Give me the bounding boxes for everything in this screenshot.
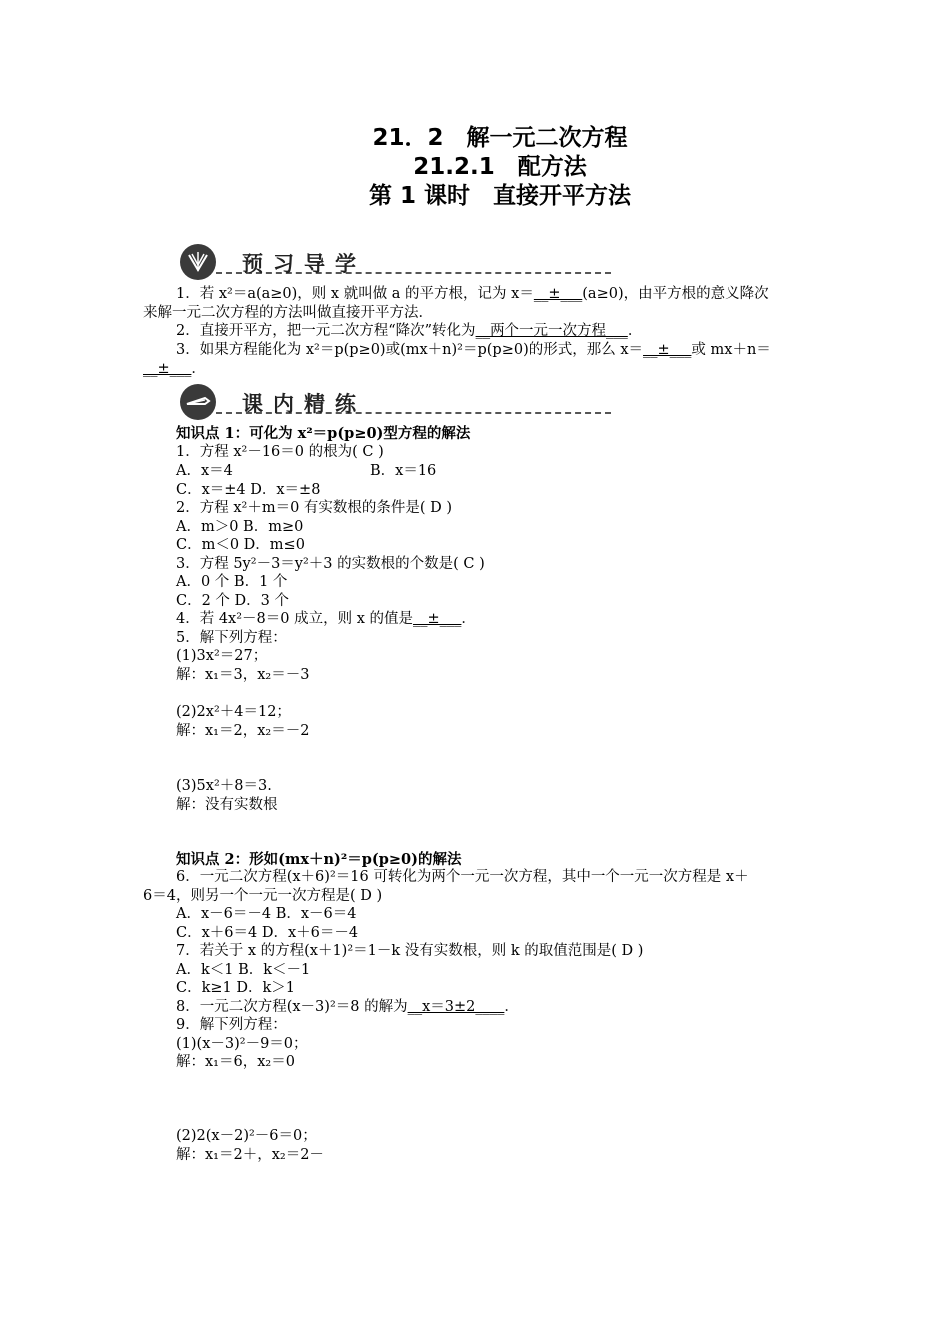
q1-option-b: B．x＝16 bbox=[370, 463, 437, 479]
answer-blank: __两个一元一次方程___ bbox=[475, 323, 628, 339]
practice-banner-label: 课内精练 bbox=[242, 392, 366, 416]
answer-blank: __±___ bbox=[643, 342, 692, 358]
answer-blank: __±___ bbox=[533, 286, 583, 302]
question-9: 9．解下列方程： bbox=[176, 1017, 287, 1033]
question-6-line2: 6＝4，则另一个一元一次方程是( D ) bbox=[143, 888, 383, 904]
answer-blank: __x＝3±2____ bbox=[407, 999, 505, 1015]
q9-part-2-solution: 解：x₁＝2＋，x₂＝2－ bbox=[176, 1147, 324, 1163]
preview-q3-line2: __±___． bbox=[143, 361, 206, 377]
section-title: 21．2 解一元二次方程 bbox=[372, 125, 628, 151]
subsection-title: 21.2.1 配方法 bbox=[413, 154, 587, 180]
preview-q1-line1: 1．若 x²＝a(a≥0)，则 x 就叫做 a 的平方根，记为 x＝__±___(a≥0)，由平方根的意义降次 bbox=[176, 286, 769, 302]
q5-part-3: (3)5x²＋8＝3. bbox=[176, 778, 272, 794]
question-2: 2．方程 x²＋m＝0 有实数根的条件是( D ) bbox=[176, 500, 453, 516]
q9-part-2: (2)2(x－2)²－6＝0； bbox=[176, 1128, 317, 1144]
q1-option-a: A．x＝4 bbox=[176, 463, 233, 479]
knowledge-point-1: 知识点 1：可化为 x²＝p(p≥0)型方程的解法 bbox=[176, 425, 471, 442]
q3-options-ab: A．0 个 B．1 个 bbox=[176, 574, 288, 590]
answer-blank: __±___ bbox=[143, 361, 192, 377]
preview-banner bbox=[180, 244, 450, 282]
q2-options-ab: A．m＞0 B．m≥0 bbox=[176, 519, 304, 535]
q5-part-1-solution: 解：x₁＝3，x₂＝－3 bbox=[176, 667, 310, 683]
question-8: 8．一元二次方程(x－3)²＝8 的解为__x＝3±2____． bbox=[176, 999, 519, 1015]
q2-options-cd: C．m＜0 D．m≤0 bbox=[176, 537, 305, 553]
answer-blank: __±___ bbox=[413, 611, 462, 627]
q7-options-ab: A．k＜1 B．k＜－1 bbox=[176, 962, 311, 978]
q3-options-cd: C．2 个 D．3 个 bbox=[176, 593, 289, 609]
q6-options-cd: C．x＋6＝4 D．x＋6＝－4 bbox=[176, 925, 359, 941]
q5-part-2-solution: 解：x₁＝2，x₂＝－2 bbox=[176, 723, 310, 739]
question-1: 1．方程 x²－16＝0 的根为( C ) bbox=[176, 444, 384, 460]
question-7: 7．若关于 x 的方程(x＋1)²＝1－k 没有实数根，则 k 的取值范围是( D ) bbox=[176, 943, 644, 959]
question-5: 5．解下列方程： bbox=[176, 630, 287, 646]
q9-part-1: (1)(x－3)²－9＝0； bbox=[176, 1036, 308, 1052]
preview-q2: 2．直接开平方，把一元二次方程“降次”转化为__两个一元一次方程___． bbox=[176, 323, 643, 339]
q5-part-1: (1)3x²＝27； bbox=[176, 648, 268, 664]
question-3: 3．方程 5y²－3＝y²＋3 的实数根的个数是( C ) bbox=[176, 556, 485, 572]
lesson-title: 第 1 课时 直接开平方法 bbox=[368, 183, 632, 209]
q1-options-cd: C．x＝±4 D．x＝±8 bbox=[176, 482, 321, 498]
preview-banner-label: 预习导学 bbox=[242, 252, 366, 276]
practice-banner bbox=[180, 384, 450, 422]
q5-part-2: (2)2x²＋4＝12； bbox=[176, 704, 291, 720]
book-icon bbox=[180, 244, 216, 280]
preview-q1-line2: 来解一元二次方程的方法叫做直接开平方法． bbox=[143, 305, 433, 321]
pencil-icon bbox=[180, 384, 216, 420]
question-4: 4．若 4x²－8＝0 成立，则 x 的值是__±___． bbox=[176, 611, 476, 627]
q6-options-ab: A．x－6＝－4 B．x－6＝4 bbox=[176, 906, 357, 922]
preview-q3-line1: 3．如果方程能化为 x²＝p(p≥0)或(mx＋n)²＝p(p≥0)的形式，那么 x＝__±___或 mx＋n＝ bbox=[176, 342, 771, 358]
q5-part-3-solution: 解：没有实数根 bbox=[176, 797, 278, 813]
knowledge-point-2: 知识点 2：形如(mx＋n)²＝p(p≥0)的解法 bbox=[176, 851, 462, 868]
q7-options-cd: C．k≥1 D．k＞1 bbox=[176, 980, 296, 996]
question-6-line1: 6．一元二次方程(x＋6)²＝16 可转化为两个一元一次方程，其中一个一元一次方程是 x＋ bbox=[176, 869, 749, 885]
q9-part-1-solution: 解：x₁＝6，x₂＝0 bbox=[176, 1054, 295, 1070]
